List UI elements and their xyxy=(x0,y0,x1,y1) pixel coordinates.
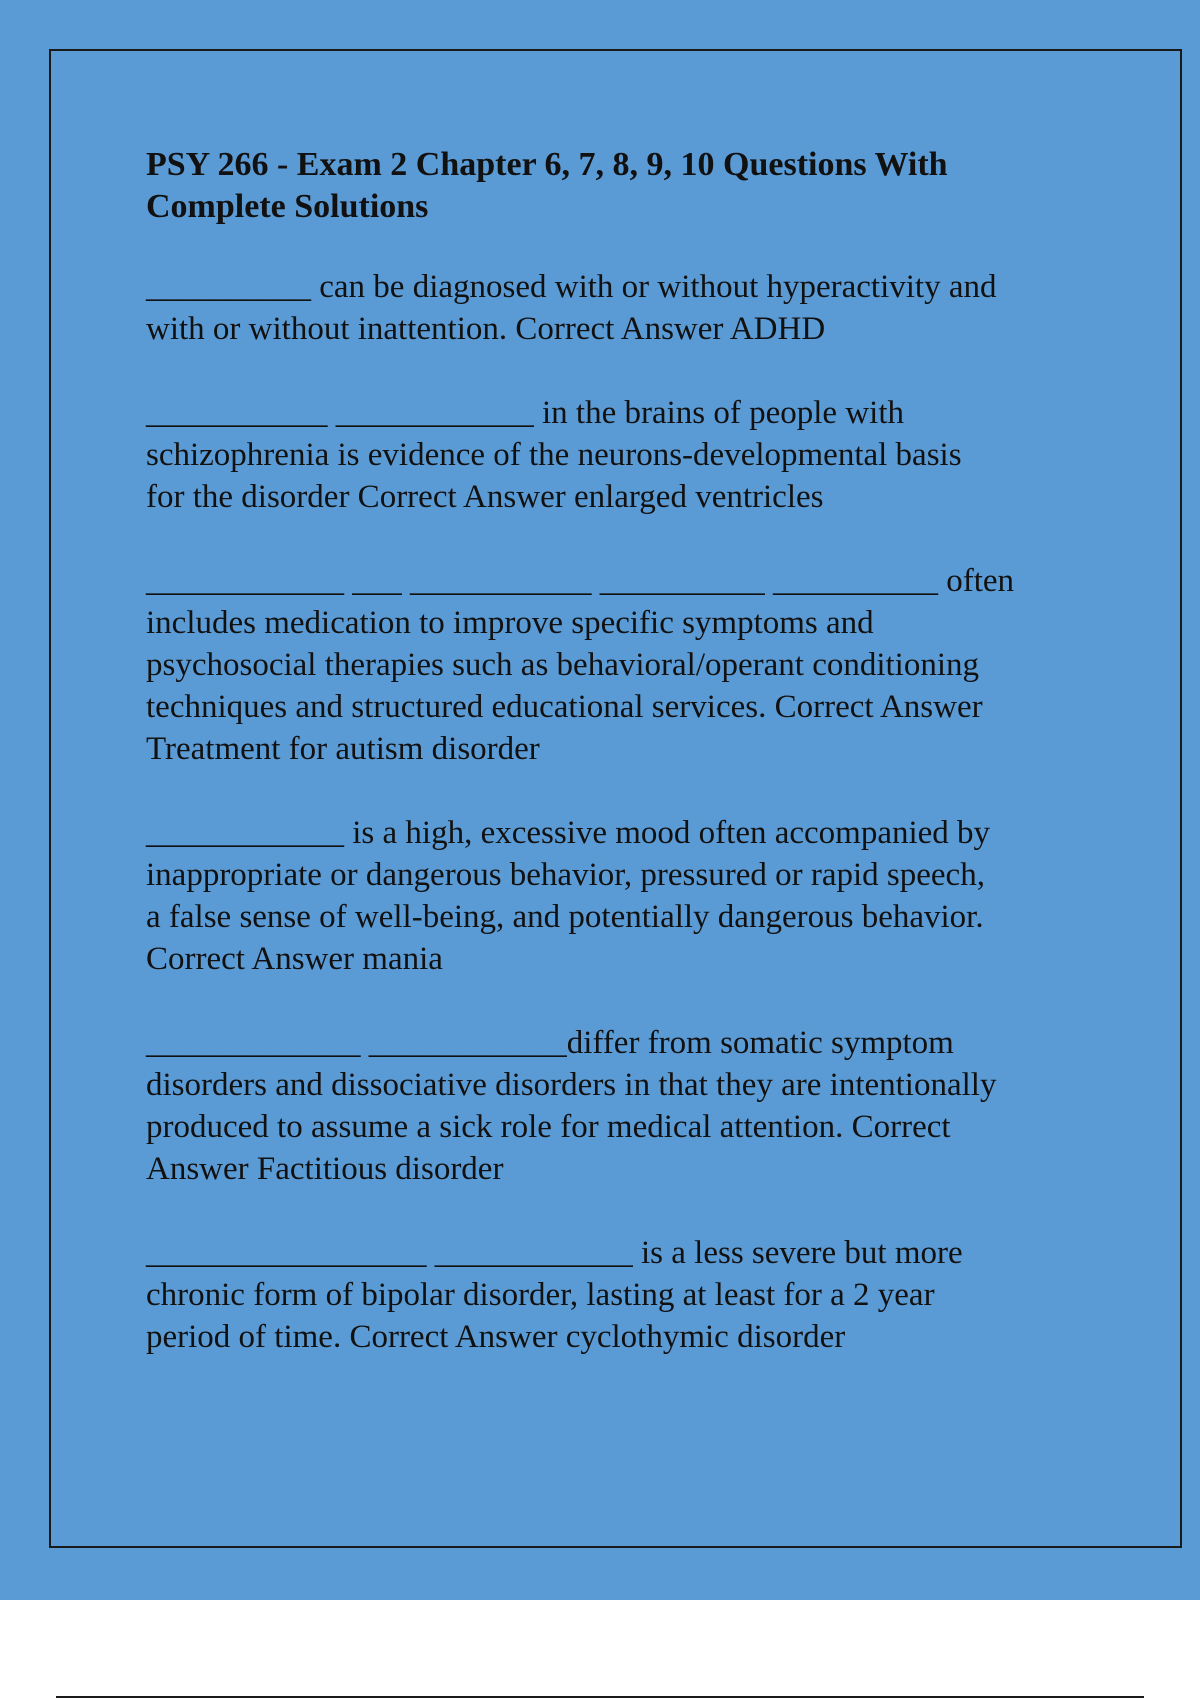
document-title: PSY 266 - Exam 2 Chapter 6, 7, 8, 9, 10 Questions With Complete Solutions xyxy=(146,146,948,225)
question-answer-4: ____________ is a high, excessive mood often accompanied by inappropriate or dangerous behavior, pressured or rapid speech, a false sense of well-being, and potentially dangerous behavior. Correct Answer mania xyxy=(146,815,991,977)
question-answer-3: ____________ ___ ___________ __________ __________ often includes medication to improve specific symptoms and psychosocial therapies such as behavioral/operant conditioning techniques and structured educational services. Correct Answer Treatment for autism disorder xyxy=(146,563,1015,767)
question-answer-6: _________________ ____________ is a less severe but more chronic form of bipolar disorder, lasting at least for a 2 year period of time. Correct Answer cyclothymic disorder xyxy=(146,1235,963,1355)
question-answer-2: ___________ ____________ in the brains of people with schizophrenia is evidence of the neurons-developmental basis for the disorder Correct Answer enlarged ventricles xyxy=(146,395,962,515)
document-content xyxy=(146,144,1096,1400)
question-answer-1: __________ can be diagnosed with or without hyperactivity and with or without inattention. Correct Answer ADHD xyxy=(146,269,997,347)
footer-divider xyxy=(56,1696,1144,1698)
question-answer-5: _____________ ____________differ from somatic symptom disorders and dissociative disorders in that they are intentionally produced to assume a sick role for medical attention. Correct Answer Factitious disorder xyxy=(146,1025,997,1187)
